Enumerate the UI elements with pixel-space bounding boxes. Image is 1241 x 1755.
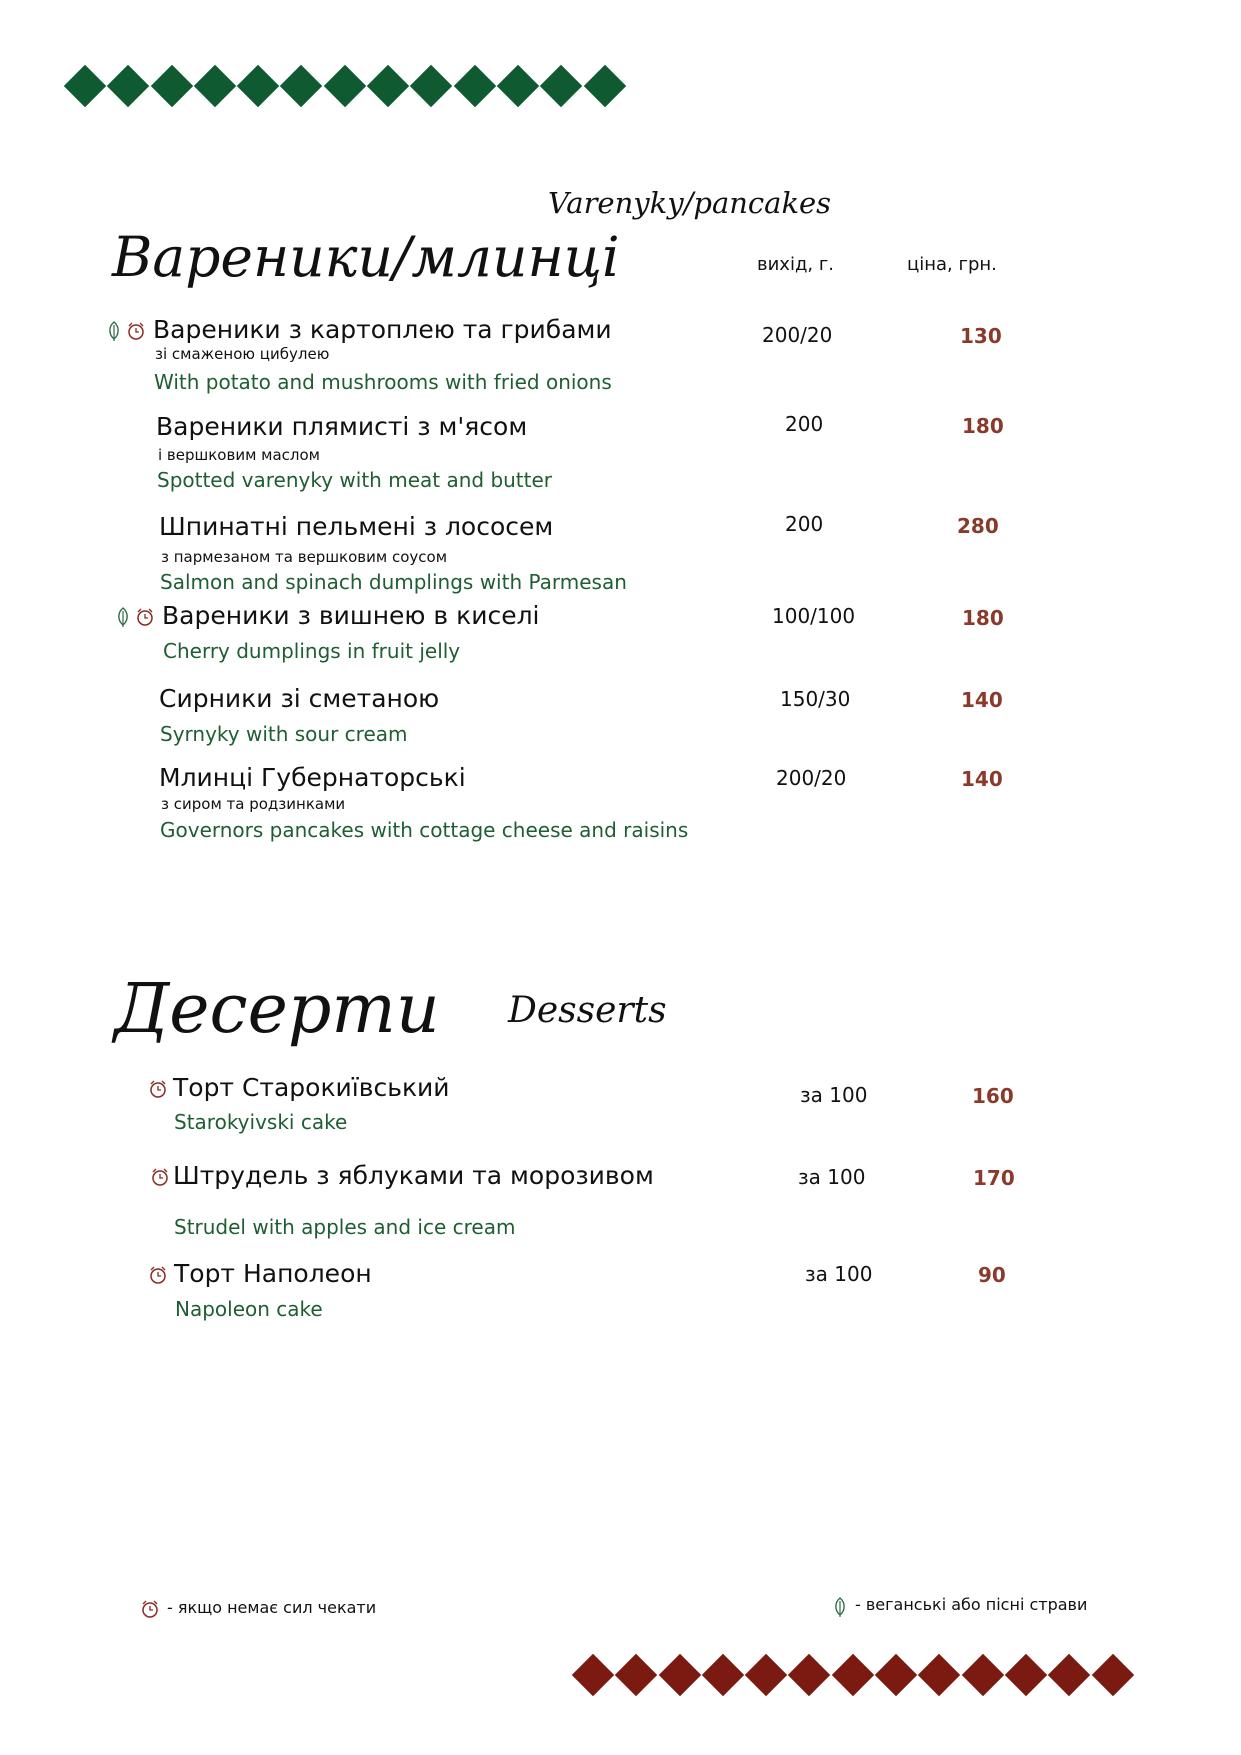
item-english-name: Spotted varenyky with meat and butter (157, 468, 553, 492)
clock-icon (126, 320, 146, 342)
clock-icon (140, 1598, 160, 1620)
item-price: 90 (978, 1263, 1006, 1287)
item-weight: 200 (785, 412, 824, 436)
item-weight: 200 (785, 512, 824, 536)
item-english-name: Strudel with apples and ice cream (174, 1215, 516, 1239)
item-weight: 100/100 (772, 604, 856, 628)
item-name: Сирники зі сметаною (159, 684, 440, 713)
price-column-header: ціна, грн. (907, 254, 997, 275)
leaf-icon (830, 1596, 850, 1618)
item-note: зі смаженою цибулею (155, 345, 330, 363)
bottom-diamond-border (578, 1660, 1141, 1690)
item-name: Вареники плямисті з м'ясом (156, 412, 528, 441)
item-note: з сиром та родзинками (161, 795, 346, 813)
item-price: 180 (962, 414, 1004, 438)
item-note: з пармезаном та вершковим соусом (161, 548, 448, 566)
top-diamond-border (70, 71, 633, 101)
item-name: Шпинатні пельмені з лососем (159, 512, 554, 541)
item-name: Млинці Губернаторські (159, 763, 466, 792)
item-weight: за 100 (798, 1165, 866, 1189)
item-name: Торт Наполеон (174, 1259, 372, 1288)
item-price: 140 (961, 688, 1003, 712)
item-name: Вареники з картоплею та грибами (153, 315, 612, 344)
item-english-name: With potato and mushrooms with fried onions (154, 370, 612, 394)
section1-subtitle: Varenyky/pancakes (548, 186, 832, 220)
item-english-name: Governors pancakes with cottage cheese and raisins (160, 818, 689, 842)
item-name: Вареники з вишнею в киселі (162, 601, 540, 630)
section1-title: Вареники/млинці (112, 225, 620, 289)
item-english-name: Napoleon cake (175, 1297, 323, 1321)
clock-icon (148, 1078, 168, 1100)
item-price: 140 (961, 767, 1003, 791)
item-name: Штрудель з яблуками та морозивом (173, 1161, 654, 1190)
item-english-name: Salmon and spinach dumplings with Parmesan (160, 570, 627, 594)
item-weight: 200/20 (776, 766, 847, 790)
item-name: Торт Старокиївський (173, 1073, 450, 1102)
item-price: 170 (973, 1166, 1015, 1190)
item-weight: за 100 (805, 1262, 873, 1286)
clock-icon (148, 1264, 168, 1286)
weight-column-header: вихід, г. (757, 254, 835, 275)
clock-icon (150, 1166, 170, 1188)
item-price: 160 (972, 1084, 1014, 1108)
item-note: і вершковим маслом (158, 446, 320, 464)
item-english-name: Starokyivski cake (174, 1110, 348, 1134)
item-price: 130 (960, 324, 1002, 348)
legend-leaf-text: - веганські або пісні страви (855, 1595, 1088, 1614)
section2-title: Десерти (114, 970, 440, 1049)
leaf-icon (113, 606, 133, 628)
item-english-name: Syrnyky with sour cream (160, 722, 408, 746)
clock-icon (135, 606, 155, 628)
legend-clock-text: - якщо немає сил чекати (167, 1598, 377, 1617)
item-price: 280 (957, 514, 999, 538)
item-english-name: Cherry dumplings in fruit jelly (163, 639, 461, 663)
item-weight: за 100 (800, 1083, 868, 1107)
leaf-icon (104, 320, 124, 342)
item-price: 180 (962, 606, 1004, 630)
item-weight: 150/30 (780, 687, 851, 711)
section2-subtitle: Desserts (508, 990, 667, 1031)
item-weight: 200/20 (762, 323, 833, 347)
